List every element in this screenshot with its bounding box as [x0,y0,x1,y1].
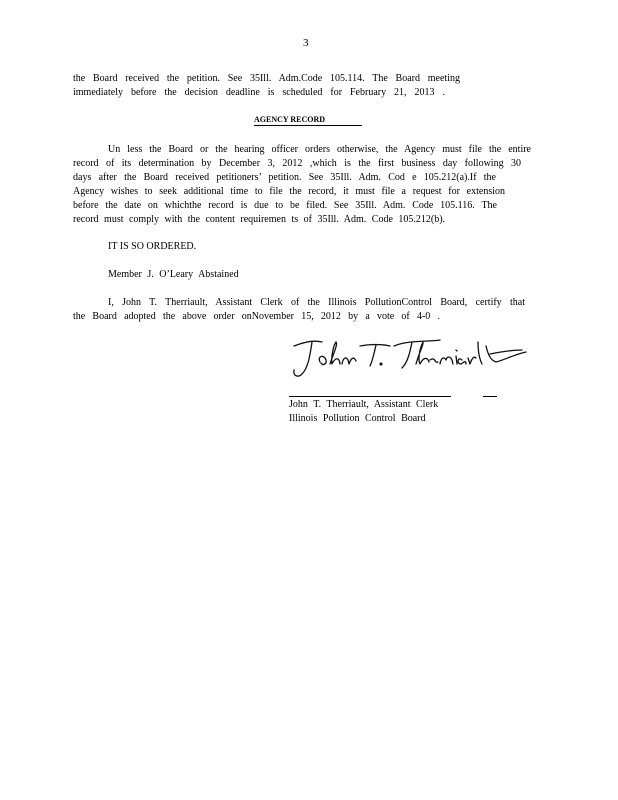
para2-line-1: Un less the Board or the hearing officer orders otherwise, the Agency must file the entire [108,144,531,155]
handwritten-signature [290,334,530,384]
para1-line-1: the Board received the petition. See 35Ill. Adm.Code 105.114. The Board meeting [73,73,460,84]
signer-name-title: John T. Therriault, Assistant Clerk [289,399,439,410]
so-ordered: IT IS SO ORDERED. [108,241,197,252]
para2-line-6: record must comply with the content requiremen ts of 35Ill. Adm. Code 105.212(b). [73,214,446,225]
para2-line-4: Agency wishes to seek additional time to file the record, it must file a request for extension [73,186,505,197]
certification-line-2: the Board adopted the above order onNovember 15, 2012 by a vote of 4-0 . [73,311,440,322]
signature-line-end [483,396,497,397]
heading-underline [254,125,362,126]
para2-line-5: before the date on whichthe record is due to be filed. See 35Ill. Adm. Code 105.116. The [73,200,497,211]
certification-line-1: I, John T. Therriault, Assistant Clerk of the Illinois PollutionControl Board, certify that [108,297,525,308]
signer-organization: Illinois Pollution Control Board [289,413,426,424]
abstention-note: Member J. O’Leary Abstained [108,269,239,280]
section-heading: AGENCY RECORD [254,115,326,124]
page-number: 3 [303,37,309,49]
para2-line-3: days after the Board received petitioners’ petition. See 35Ill. Adm. Cod e 105.212(a).If the [73,172,496,183]
para1-line-2: immediately before the decision deadline is scheduled for February 21, 2013 . [73,87,445,98]
signature-line [289,396,451,397]
para2-line-2: record of its determination by December 3, 2012 ,which is the first business day following 30 [73,158,521,169]
